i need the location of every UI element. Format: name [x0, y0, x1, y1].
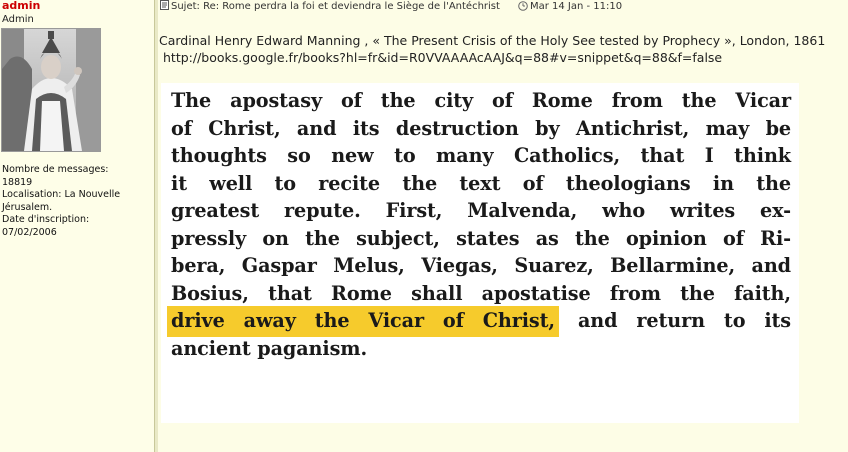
column-divider — [155, 0, 158, 452]
profile-stats — [2, 164, 152, 239]
book-citation: Cardinal Henry Edward Manning , « The Present Crisis of the Holy See tested by Prophecy », London, 1861 — [159, 33, 826, 48]
joined-label: Date d'inscription: — [2, 214, 90, 225]
messages-label: Nombre de messages: — [2, 164, 109, 175]
post-icon[interactable] — [160, 0, 169, 10]
user-rank: Admin — [2, 14, 34, 25]
after-highlight-text: and return to its — [558, 309, 792, 332]
scan-line: Bosius, that Rome shall apostatise from the faith, — [171, 281, 791, 305]
scan-line: pressly on the subject, states as the opinion of Ri- — [171, 226, 791, 250]
joined-date: 07/02/2006 — [2, 226, 57, 238]
post-date: Mar 14 Jan - 11:10 — [529, 1, 623, 12]
scan-line: The apostasy of the city of Rome from the Vicar — [171, 89, 791, 112]
messages-count: 18819 — [2, 176, 33, 188]
book-scan-image — [161, 83, 799, 423]
scan-line: of Christ, and its destruction by Antichrist, may be — [171, 116, 791, 140]
scan-line: it well to recite the text of theologians in the — [171, 171, 791, 195]
post-body-text — [159, 32, 845, 66]
location-line-1: Localisation: La Nouvelle — [2, 189, 121, 200]
username[interactable]: admin — [2, 0, 41, 12]
clock-icon — [518, 1, 528, 11]
highlighted-phrase: drive away the Vicar of Christ, — [167, 306, 559, 337]
scan-text — [171, 87, 791, 362]
poster-profile-sidebar — [0, 0, 155, 452]
post-subject: Sujet: Re: Rome perdra la foi et deviendra le Siège de l'Antéchrist — [171, 1, 500, 12]
scan-line: ancient paganism. — [171, 336, 368, 360]
location-line-2: Jérusalem. — [2, 201, 53, 213]
scan-line-highlighted — [171, 307, 791, 335]
scan-line: thoughts so new to many Catholics, that I think — [171, 144, 791, 167]
scan-line: greatest repute. First, Malvenda, who writes ex- — [171, 199, 791, 222]
book-url[interactable]: http://books.google.fr/books?hl=fr&id=R0VVAAAAcAAJ&q=88#v=snippet&q=88&f=false — [163, 50, 723, 65]
post-header — [160, 0, 840, 14]
avatar-portrait-image — [2, 29, 100, 151]
avatar — [1, 28, 101, 152]
scan-line: bera, Gaspar Melus, Viegas, Suarez, Bellarmine, and — [171, 254, 791, 277]
